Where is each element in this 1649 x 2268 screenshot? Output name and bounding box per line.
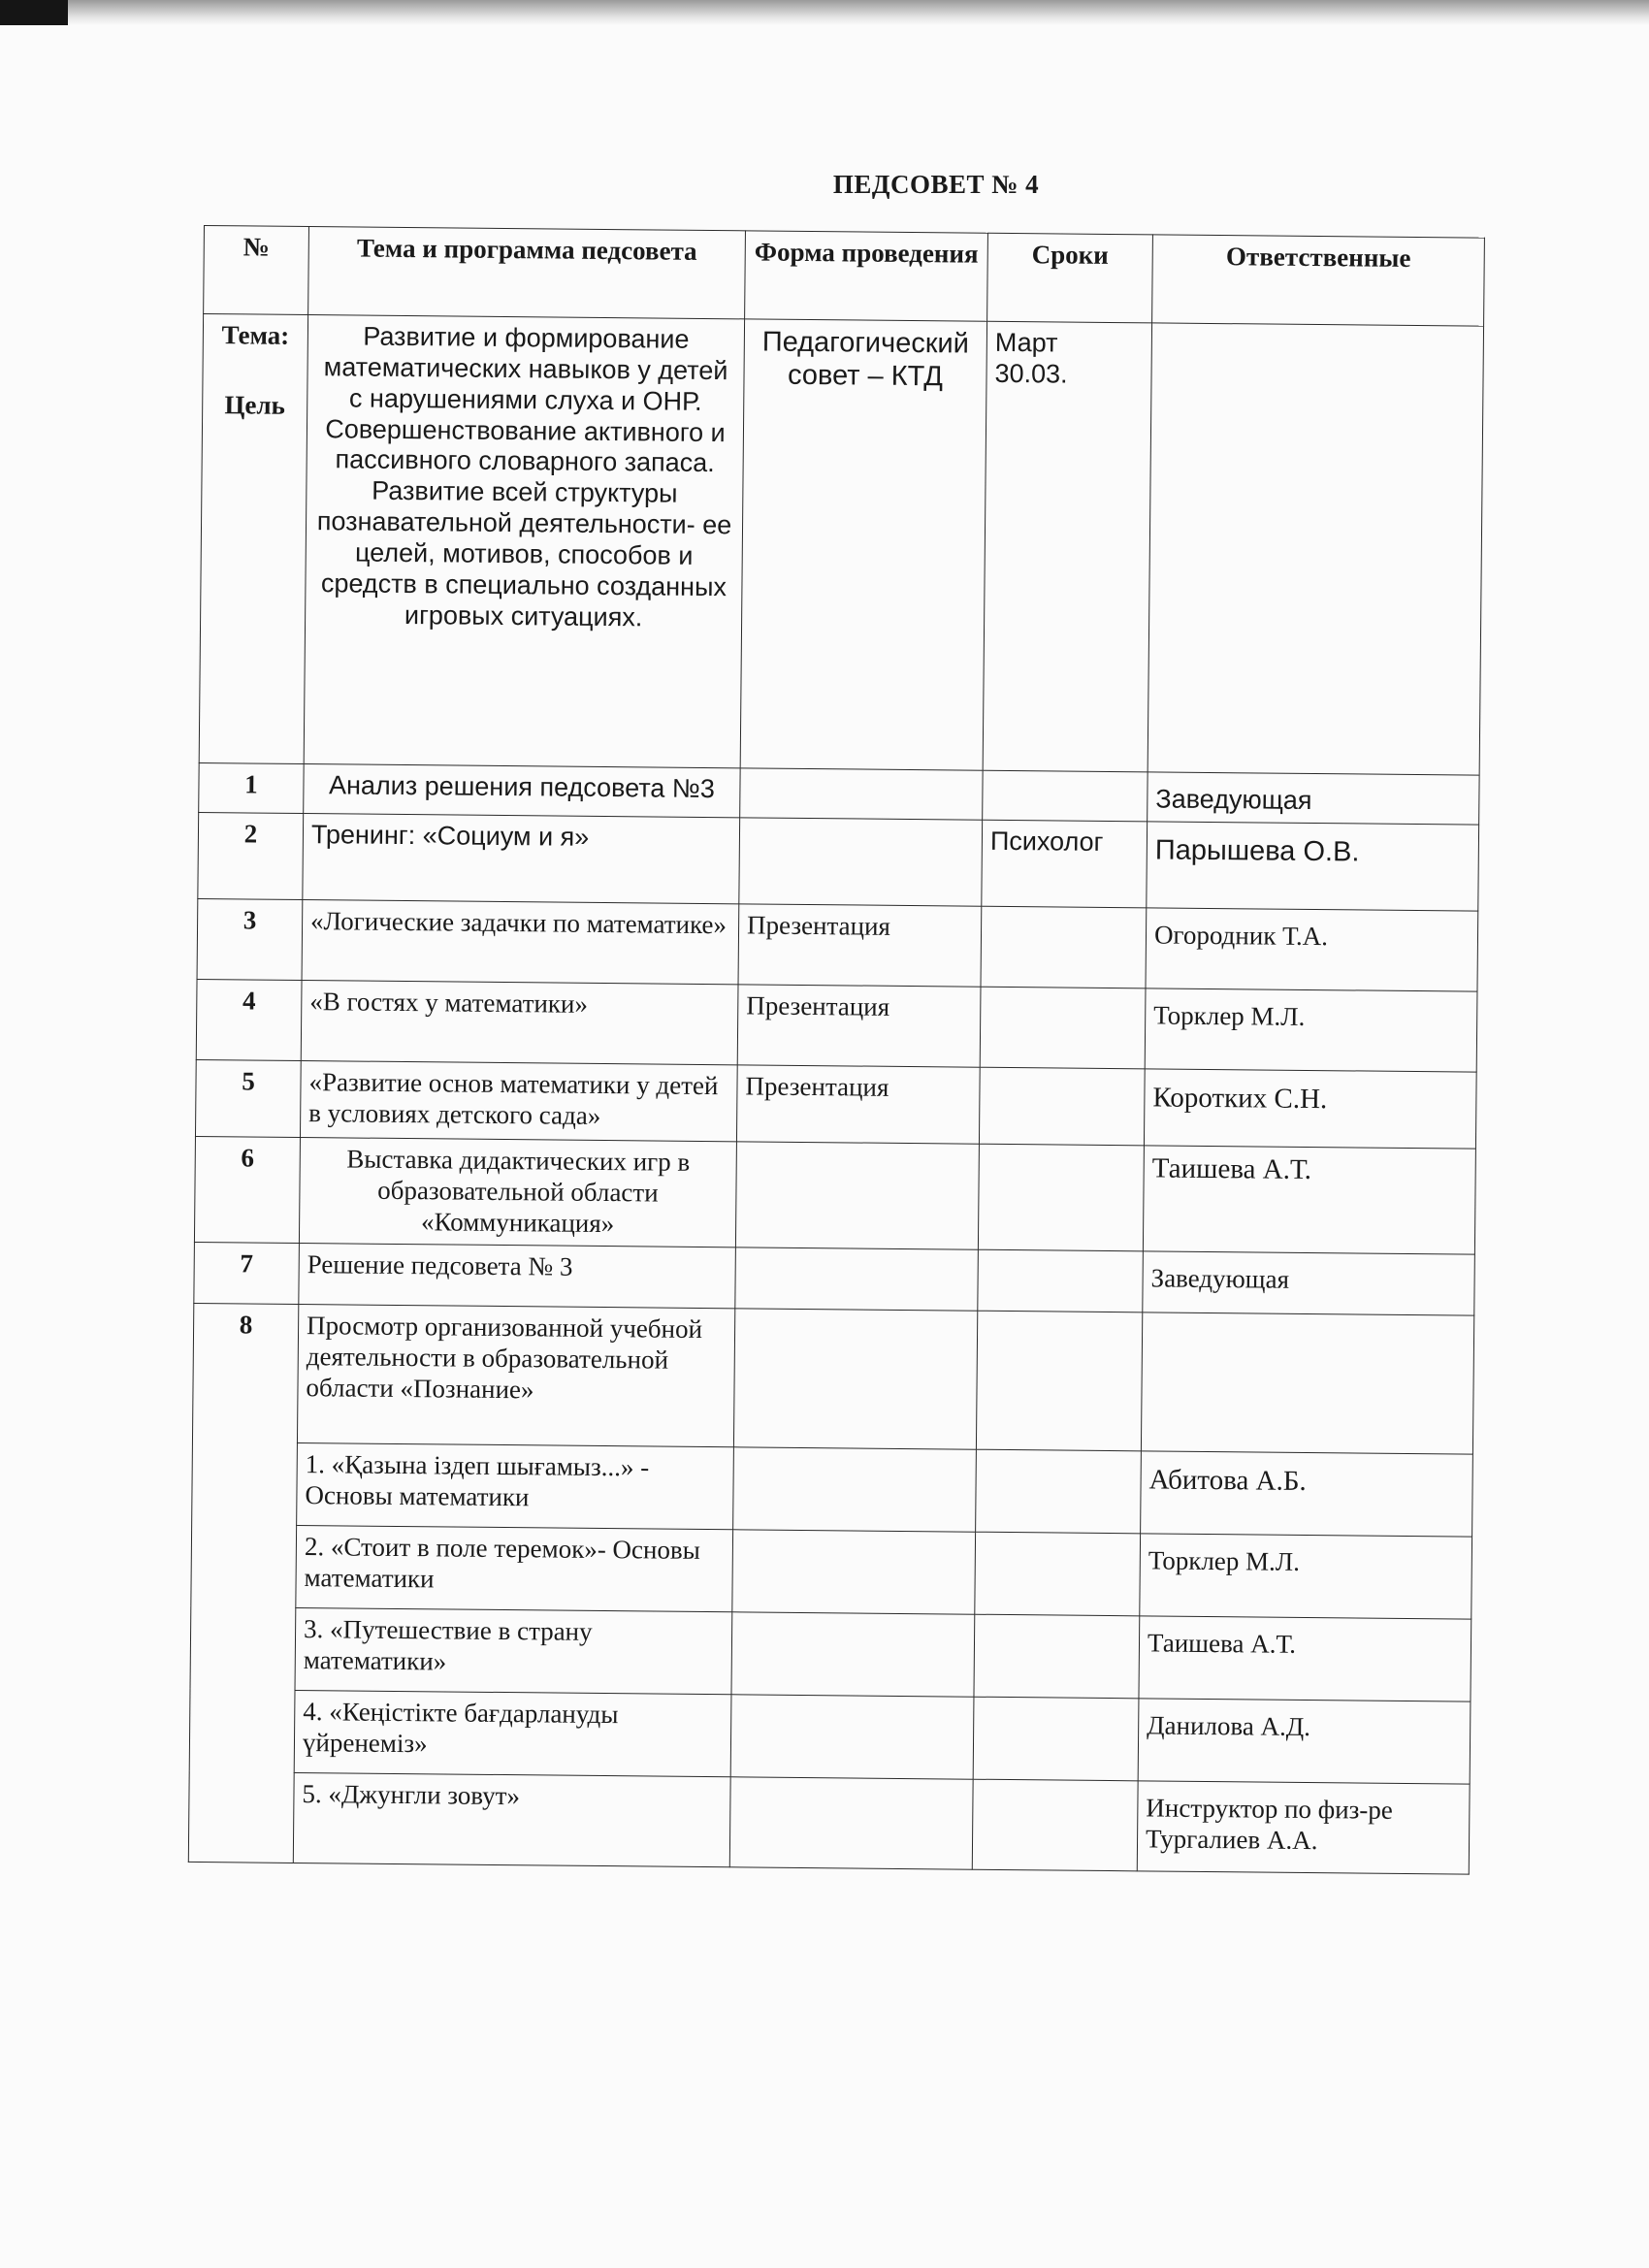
- table-row: [192, 1303, 1473, 1454]
- row-resp: Заведующая: [1148, 772, 1479, 825]
- subrow-topic: 1. «Қазына іздеп шығамыз...» - Основы математики: [297, 1442, 734, 1529]
- row-topic: «В гостях у математики»: [301, 980, 738, 1064]
- subrow-form: [733, 1447, 977, 1532]
- subrow-resp: Торклер М.Л.: [1140, 1534, 1472, 1619]
- row-resp: Заведующая: [1143, 1251, 1475, 1315]
- row-date: [978, 1144, 1144, 1251]
- row-topic: Анализ решения педсовета №3: [304, 764, 740, 818]
- row-topic: Решение педсовета № 3: [299, 1243, 736, 1308]
- row-form: [735, 1247, 979, 1311]
- subrow-resp: Данилова А.Д.: [1138, 1699, 1471, 1784]
- subrow-date: [975, 1532, 1141, 1616]
- subrow-resp-cell: [1137, 1781, 1470, 1874]
- row-form: [739, 818, 983, 906]
- subrow-date: [976, 1449, 1142, 1534]
- header-num: №: [204, 226, 309, 315]
- table-row: [194, 1136, 1475, 1254]
- header-date: Сроки: [987, 233, 1153, 323]
- subrow-form: [731, 1612, 975, 1697]
- row-topic: Просмотр организованной учебной деятельности в образовательной области «Познание»: [297, 1304, 734, 1446]
- page-title: ПЕДСОВЕТ № 4: [832, 170, 1040, 199]
- row-num: 5: [195, 1059, 301, 1137]
- header-form: Форма проведения: [745, 231, 988, 321]
- row-form: [740, 768, 983, 820]
- pedsovet-table: [188, 225, 1485, 1874]
- scan-edge: [0, 0, 1649, 25]
- theme-date-cell: [983, 321, 1151, 772]
- row-resp: Коротких С.Н.: [1144, 1069, 1476, 1149]
- sub-row: [189, 1689, 1471, 1784]
- row-form: [735, 1142, 979, 1249]
- sub-row: [192, 1442, 1473, 1537]
- table-row: [197, 898, 1478, 991]
- header-topic: Тема и программа педсовета: [308, 227, 746, 319]
- table-row: [195, 1059, 1476, 1149]
- subrow-date: [973, 1697, 1139, 1781]
- row-date: [978, 1249, 1144, 1312]
- subrow-date: [974, 1614, 1140, 1699]
- theme-label: Тема:: [221, 320, 290, 350]
- table-header-row: [204, 226, 1485, 327]
- row-date: [976, 1311, 1142, 1451]
- subrow-resp-name: Тургалиев А.А.: [1145, 1824, 1318, 1855]
- row-num: 3: [197, 898, 303, 980]
- table-row: [196, 979, 1477, 1072]
- row-form: Презентация: [738, 904, 982, 987]
- row-topic: Выставка дидактических игр в образовательной области «Коммуникация»: [299, 1137, 736, 1247]
- subrow-resp: Абитова А.Б.: [1141, 1451, 1473, 1537]
- theme-label-cell: [199, 314, 307, 764]
- row-num: 1: [199, 762, 304, 813]
- subrow-form: [732, 1530, 976, 1614]
- row-resp: [1141, 1312, 1473, 1454]
- subrow-topic: 2. «Стоит в поле теремок»- Основы математики: [296, 1525, 733, 1611]
- table-row: [198, 812, 1479, 911]
- theme-date-day: 30.03.: [994, 358, 1068, 389]
- subrow-topic: 5. «Джунгли зовут»: [293, 1772, 730, 1866]
- row-resp: Торклер М.Л.: [1145, 988, 1477, 1072]
- scan-corner-mark: [0, 0, 68, 25]
- sub-row: [191, 1524, 1472, 1619]
- theme-resp: [1148, 323, 1483, 775]
- theme-topic: Развитие и формирование математических навыков у детей с нарушениями слуха и ОНР. Совершенствование активного и пассивного словарного запаса. Развитие всей структуры познавательной деятельности- ее целей, мотивов, способов и средств в специально созданных игровых ситуациях.: [304, 315, 744, 768]
- theme-date-month: Март: [994, 327, 1058, 358]
- subrow-date: [972, 1779, 1138, 1871]
- subrow-form: [730, 1695, 974, 1779]
- row-date: [981, 906, 1147, 988]
- row-date: Психолог: [982, 820, 1148, 908]
- theme-form: Педагогический совет – КТД: [740, 319, 986, 770]
- row-num: 6: [194, 1136, 300, 1243]
- subrow-form: [729, 1777, 973, 1869]
- row-resp: Парышева О.В.: [1147, 822, 1479, 911]
- subrow-topic: 3. «Путешествие в страну математики»: [295, 1607, 732, 1694]
- subrow-resp: Таишева А.Т.: [1139, 1616, 1471, 1701]
- row-date: [983, 770, 1148, 821]
- row-topic: «Логические задачки по математике»: [302, 899, 739, 984]
- row-num: 2: [198, 812, 304, 899]
- row-date: [979, 1067, 1145, 1146]
- row-num: 4: [196, 979, 302, 1060]
- row-num: 8: [188, 1303, 299, 1863]
- sub-row: [190, 1606, 1471, 1701]
- row-form: [733, 1309, 977, 1449]
- theme-row: [199, 314, 1483, 776]
- row-date: [980, 987, 1146, 1069]
- row-num: 7: [194, 1242, 300, 1304]
- row-resp: Огородник Т.А.: [1146, 908, 1478, 991]
- row-resp: Таишева А.Т.: [1143, 1146, 1475, 1254]
- header-resp: Ответственные: [1152, 235, 1485, 326]
- subrow-topic: 4. «Кеңістікте бағдарлануды үйренеміз»: [294, 1690, 731, 1776]
- subrow-resp-role: Инструктор по физ-ре: [1146, 1793, 1393, 1825]
- row-form: Презентация: [736, 1065, 980, 1144]
- row-topic: «Развитие основ математики у детей в условиях детского сада»: [300, 1060, 737, 1141]
- sub-row: [188, 1771, 1470, 1874]
- row-form: Презентация: [737, 985, 981, 1067]
- row-topic: Тренинг: «Социум и я»: [303, 813, 740, 903]
- goal-label: Цель: [224, 390, 286, 420]
